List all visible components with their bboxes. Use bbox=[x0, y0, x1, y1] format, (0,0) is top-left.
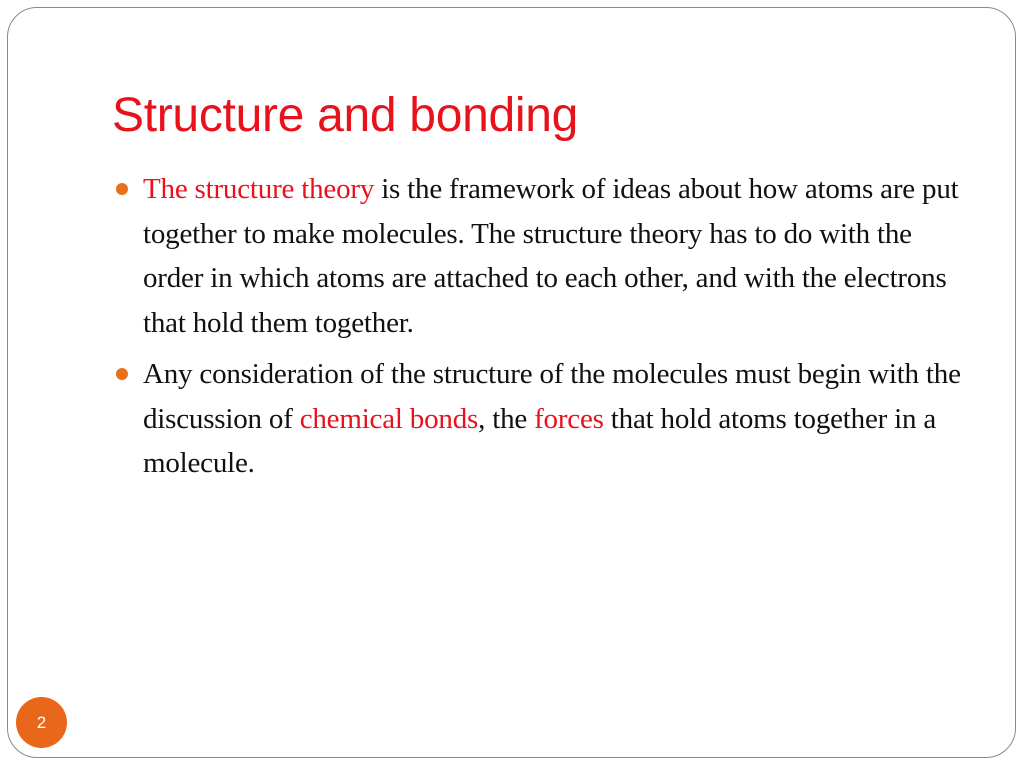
highlight-forces: forces bbox=[534, 402, 604, 435]
bullet-text: is the framework of ideas about how atoms are put together to make molecules. The structure theory has to do with the order in which atoms are attached to each other, and with the electrons that hold them together. bbox=[143, 173, 959, 339]
bullet-list bbox=[112, 167, 972, 493]
highlight-chemical-bonds: chemical bonds bbox=[299, 402, 479, 435]
slide-title: Structure and bonding bbox=[112, 89, 579, 142]
bullet-text: Any consideration of the structure of the molecules must begin with the discussion of bbox=[143, 358, 961, 435]
highlight-structure-theory: The structure theory bbox=[143, 173, 375, 205]
bullet-marker-icon bbox=[116, 183, 128, 195]
page-number-badge: 2 bbox=[16, 697, 67, 748]
bullet-item-chemical-bonds bbox=[112, 352, 972, 486]
bullet-marker-icon bbox=[116, 368, 128, 380]
bullet-item-structure-theory bbox=[112, 167, 972, 345]
bullet-text: , the bbox=[478, 402, 535, 435]
bullet-text: that hold atoms together in a molecule. bbox=[143, 402, 937, 479]
